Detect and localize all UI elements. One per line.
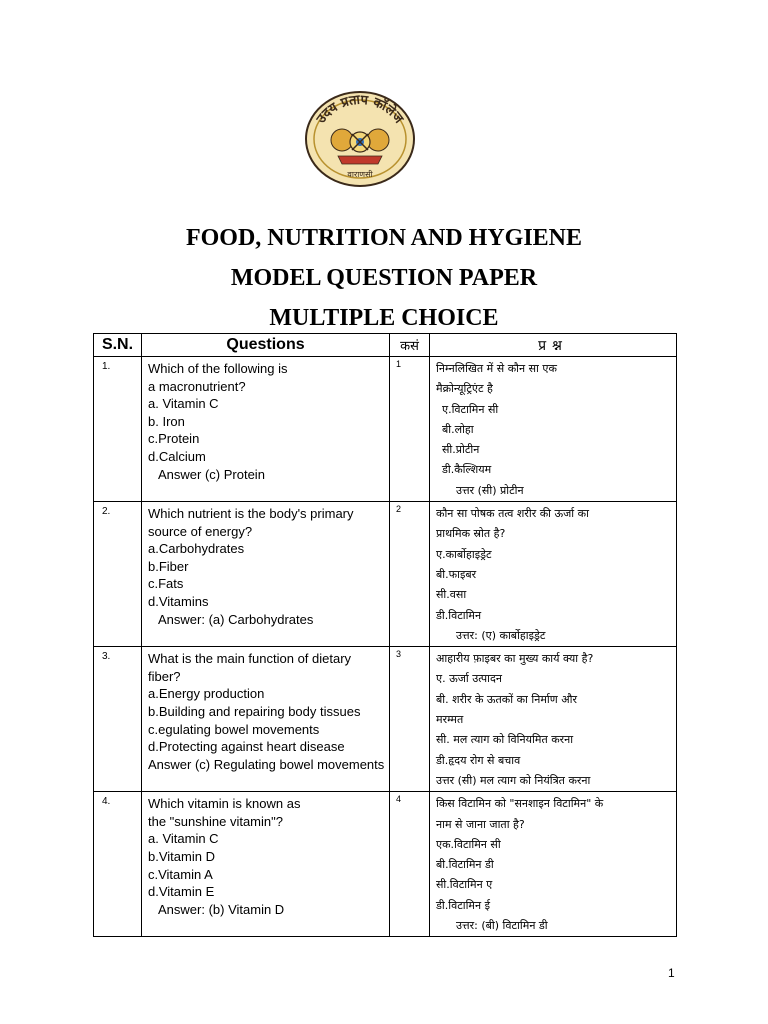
question-text: किस विटामिन को "सनशाइन विटामिन" के (436, 797, 604, 811)
option-a: एक.विटामिन सी (436, 837, 501, 851)
question-english (142, 792, 390, 937)
answer: उत्तर (सी) मल त्याग को नियंत्रित करना (436, 773, 591, 787)
option-d: d.Vitamin E (148, 884, 215, 900)
option-b: b.Fiber (148, 558, 189, 574)
option-b-cont: मरम्मत (436, 713, 464, 727)
question-text: निम्नलिखित में से कौन सा एक (436, 362, 557, 375)
question-table (93, 333, 677, 937)
option-a: ए.विटामिन सी (442, 402, 499, 416)
row-number: 2. (94, 502, 142, 647)
option-a: a.Carbohydrates (148, 541, 245, 557)
question-english (142, 357, 390, 502)
table-header-row (94, 334, 677, 357)
question-text: What is the main function of dietary (148, 651, 352, 667)
table-row (94, 647, 677, 792)
row-number-hindi: 1 (390, 357, 430, 502)
question-english (142, 647, 390, 792)
title-subject: FOOD, NUTRITION AND HYGIENE (185, 225, 583, 251)
answer: Answer: (b) Vitamin D (158, 901, 285, 917)
option-c: c.Fats (148, 576, 184, 592)
row-number-hindi: 3 (390, 647, 430, 792)
option-d: डी.विटामिन (436, 608, 482, 622)
option-d: d.Calcium (148, 448, 206, 464)
option-b: बी.फाइबर (436, 567, 477, 581)
option-d: d.Protecting against heart disease (148, 739, 345, 755)
question-text: a macronutrient? (148, 378, 246, 394)
option-c: सी.विटामिन ए (436, 878, 493, 892)
option-b: b.Vitamin D (148, 849, 215, 865)
question-hindi (430, 357, 677, 502)
option-c: सी. मल त्याग को विनियमित करना (436, 733, 574, 747)
question-text: source of energy? (148, 523, 253, 539)
option-a: a. Vitamin C (148, 396, 219, 412)
row-number: 4. (94, 792, 142, 937)
logo-text-top: उदय प्रताप कॉलेज (313, 92, 407, 127)
question-text: Which nutrient is the body's primary (148, 506, 354, 522)
question-hindi (430, 647, 677, 792)
answer: Answer (c) Regulating bowel movements (148, 756, 385, 772)
college-logo (304, 90, 416, 188)
title-paper: MODEL QUESTION PAPER (230, 265, 538, 291)
logo-text-bottom: वाराणसी (347, 170, 373, 179)
option-b: बी.विटामिन डी (436, 858, 494, 872)
question-hindi (430, 792, 677, 937)
option-a: ए. ऊर्जा उत्पादन (436, 672, 502, 686)
option-d: d.Vitamins (148, 594, 209, 610)
header-kr: कसं (390, 334, 430, 357)
row-number: 1. (94, 357, 142, 502)
header-prashn: प्रश्न (430, 334, 677, 357)
option-c: सी.प्रोटीन (442, 443, 480, 457)
option-d: डी.हृदय रोग से बचाव (436, 753, 521, 767)
answer: उत्तर (सी) प्रोटीन (456, 483, 524, 497)
header-questions: Questions (142, 334, 390, 357)
option-a: ए.कार्बोहाइड्रेट (436, 547, 492, 561)
answer: Answer (c) Protein (158, 466, 265, 482)
row-number-hindi: 4 (390, 792, 430, 937)
table-row (94, 502, 677, 647)
question-text: fiber? (148, 668, 181, 684)
question-text: Which vitamin is known as (148, 796, 301, 812)
question-text: प्राथमिक स्रोत है? (436, 527, 506, 541)
row-number: 3. (94, 647, 142, 792)
question-text: कौन सा पोषक तत्व शरीर की ऊर्जा का (436, 507, 589, 521)
option-b: बी.लोहा (442, 422, 474, 436)
option-c: c.Vitamin A (148, 866, 213, 882)
header-sn: S.N. (94, 334, 142, 357)
option-a: a. Vitamin C (148, 831, 219, 847)
question-text: Which of the following is (148, 361, 288, 376)
table-row (94, 357, 677, 502)
table-row (94, 792, 677, 937)
question-hindi (430, 502, 677, 647)
option-b: b.Building and repairing body tissues (148, 703, 361, 719)
option-d: डी.कैल्शियम (442, 463, 492, 477)
row-number-hindi: 2 (390, 502, 430, 647)
option-c: सी.वसा (436, 588, 467, 602)
question-text: नाम से जाना जाता है? (436, 817, 525, 831)
question-english (142, 502, 390, 647)
answer: उत्तर: (बी) विटामिन डी (456, 919, 548, 933)
option-d: डी.विटामिन ई (436, 898, 491, 912)
option-b: बी. शरीर के ऊतकों का निर्माण और (436, 692, 577, 706)
question-text: the "sunshine vitamin"? (148, 813, 283, 829)
page-number: 1 (668, 966, 675, 980)
option-b: b. Iron (148, 413, 185, 429)
title-type: MULTIPLE CHOICE (269, 305, 499, 331)
answer: उत्तर: (ए) कार्बोहाइड्रेट (456, 628, 546, 642)
question-text: आहारीय फ़ाइबर का मुख्य कार्य क्या है? (436, 652, 594, 666)
option-c: c.Protein (148, 431, 200, 447)
option-a: a.Energy production (148, 686, 265, 702)
answer: Answer: (a) Carbohydrates (158, 611, 314, 627)
question-text: मैक्रोन्यूट्रिएंट है (436, 382, 493, 396)
option-c: c.egulating bowel movements (148, 721, 320, 737)
